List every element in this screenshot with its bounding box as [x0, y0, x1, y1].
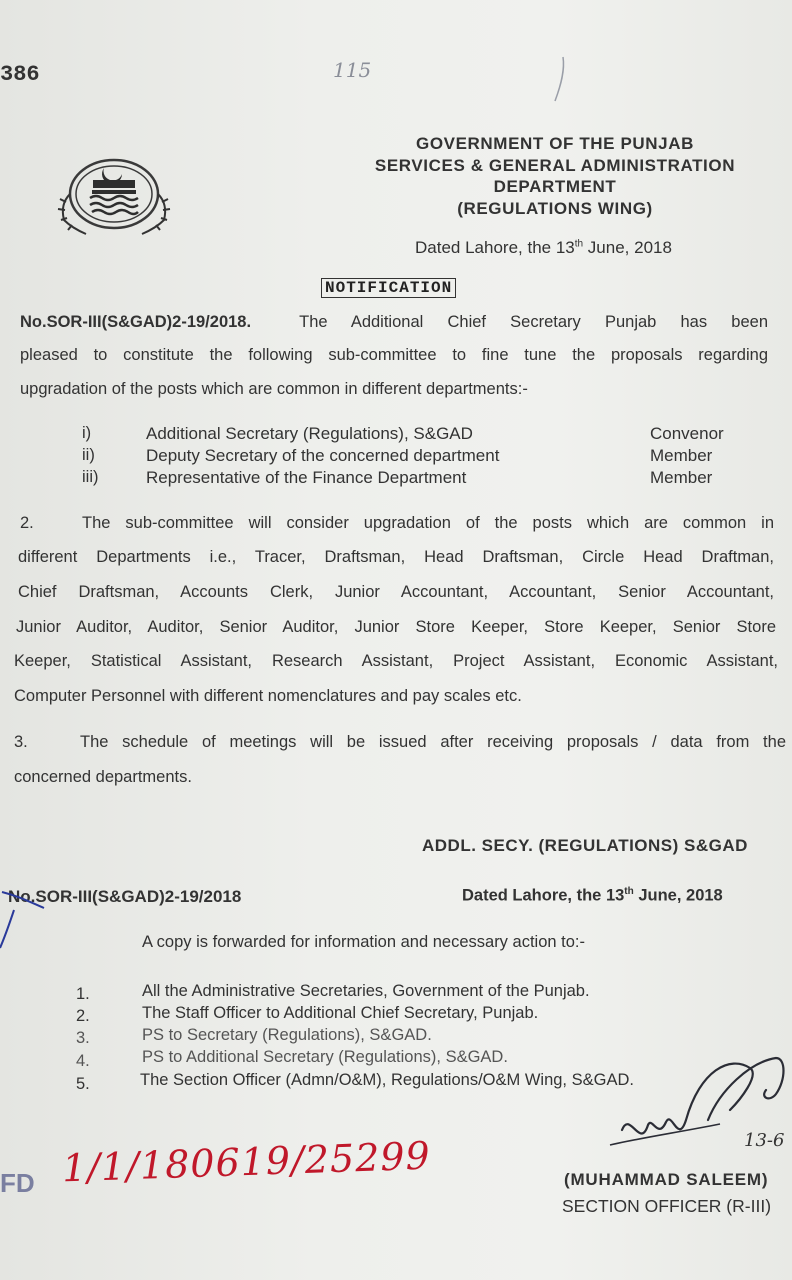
copy-num-3: 3.	[76, 1029, 90, 1047]
dated-suffix: June, 2018	[583, 238, 672, 257]
copy-dated-line	[462, 886, 723, 906]
para3-line-2: concerned departments.	[14, 768, 192, 786]
header-line-3: DEPARTMENT	[493, 177, 617, 196]
copy-num-1: 1.	[76, 985, 90, 1003]
para1-text-1: The Additional Chief Secretary Punjab has been	[299, 313, 768, 331]
notification-title: NOTIFICATION	[321, 278, 456, 298]
pencil-mark: 115	[333, 58, 372, 82]
para1-line-1	[20, 313, 768, 332]
para1-line-3: upgradation of the posts which are common in different departments:-	[20, 380, 528, 398]
punjab-emblem-logo	[52, 150, 176, 240]
header-line-4: (REGULATIONS WING)	[457, 199, 653, 218]
committee-num-2: ii)	[82, 446, 95, 464]
committee-name-3: Representative of the Finance Department	[146, 468, 467, 487]
committee-num-3: iii)	[82, 468, 99, 486]
para2-line-4: Junior Auditor, Auditor, Senior Auditor, Junior Store Keeper, Store Keeper, Senior Store	[16, 618, 776, 636]
signatory-title: ADDL. SECY. (REGULATIONS) S&GAD	[422, 836, 748, 855]
doc-number: 386	[0, 62, 40, 87]
committee-name-2: Deputy Secretary of the concerned department	[146, 446, 500, 465]
header-line-1: GOVERNMENT OF THE PUNJAB	[416, 134, 694, 153]
blue-ink-mark-icon	[0, 888, 50, 958]
committee-role-1: Convenor	[650, 424, 724, 443]
para2-line-2: different Departments i.e., Tracer, Draftsman, Head Draftsman, Circle Head Draftman,	[18, 548, 774, 566]
para2-line-5: Keeper, Statistical Assistant, Research Assistant, Project Assistant, Economic Assistant,	[14, 652, 778, 670]
dated-sup: th	[574, 238, 584, 250]
dated-line	[415, 238, 672, 258]
para2-line-3: Chief Draftsman, Accounts Clerk, Junior Accountant, Accountant, Senior Accountant,	[18, 583, 774, 601]
committee-num-1: i)	[82, 424, 92, 442]
copy-intro: A copy is forwarded for information and necessary action to:-	[142, 933, 585, 951]
committee-name-1: Additional Secretary (Regulations), S&GAD	[146, 424, 473, 443]
committee-role-3: Member	[650, 468, 713, 487]
copy-reference: No.SOR-III(S&GAD)2-19/2018	[8, 887, 242, 906]
signer-title: SECTION OFFICER (R-III)	[562, 1196, 772, 1216]
signer-name: (MUHAMMAD SALEEM)	[564, 1170, 769, 1189]
para2-line-1: The sub-committee will consider upgradation of the posts which are common in	[82, 514, 774, 532]
dated-prefix: Dated Lahore, the 13	[415, 238, 575, 257]
notification-reference: No.SOR-III(S&GAD)2-19/2018.	[20, 313, 252, 331]
stamp-prefix: FD	[0, 1168, 35, 1198]
copy-num-5: 5.	[76, 1075, 90, 1093]
committee-role-2: Member	[650, 446, 713, 465]
para2-line-6: Computer Personnel with different nomenclatures and pay scales etc.	[14, 687, 522, 705]
copy-item-2: The Staff Officer to Additional Chief Secretary, Punjab.	[142, 1004, 539, 1022]
copy-item-5: The Section Officer (Admn/O&M), Regulations/O&M Wing, S&GAD.	[140, 1071, 634, 1089]
para2-number: 2.	[20, 514, 34, 532]
copy-dated-prefix: Dated Lahore, the 13	[462, 886, 625, 905]
signature-date: 13-6	[744, 1130, 785, 1151]
copy-item-3: PS to Secretary (Regulations), S&GAD.	[142, 1026, 432, 1044]
para3-line-1: The schedule of meetings will be issued after receiving proposals / data from the	[80, 733, 786, 751]
copy-item-1: All the Administrative Secretaries, Government of the Punjab.	[142, 982, 590, 1000]
pencil-stroke-icon	[545, 55, 575, 105]
copy-dated-sup: th	[624, 886, 634, 897]
para1-line-2: pleased to constitute the following sub-committee to fine tune the proposals regarding	[20, 346, 768, 364]
header-line-2: SERVICES & GENERAL ADMINISTRATION	[374, 156, 736, 175]
copy-num-4: 4.	[76, 1052, 90, 1070]
stamp-handwritten-number: 1/1/180619/25299	[61, 1133, 432, 1191]
copy-num-2: 2.	[76, 1007, 90, 1025]
para3-number: 3.	[14, 733, 28, 751]
copy-dated-suffix: June, 2018	[633, 886, 723, 905]
copy-item-4: PS to Additional Secretary (Regulations), S&GAD.	[142, 1048, 508, 1066]
